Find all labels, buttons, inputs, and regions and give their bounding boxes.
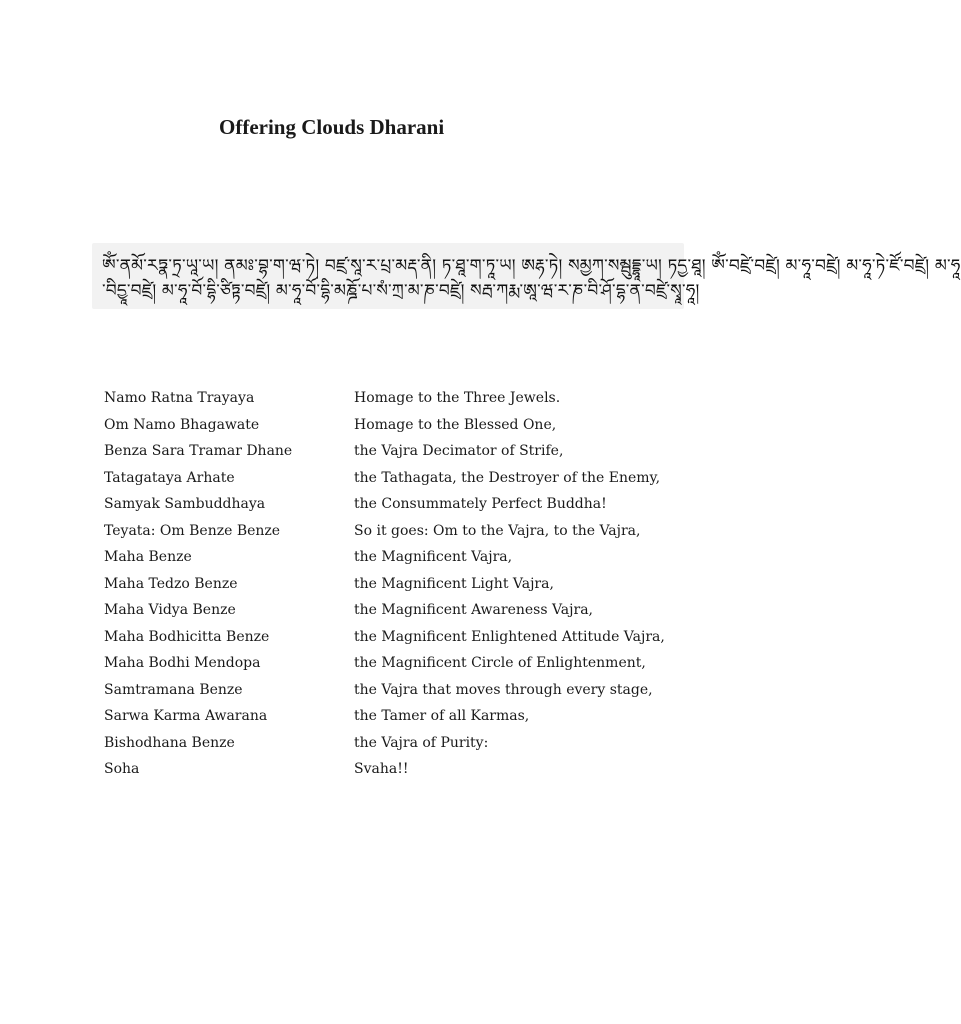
mantra-text: Om Namo Bhagawate <box>104 416 260 433</box>
mantra-text: Samyak Sambuddhaya <box>104 496 266 512</box>
mantra-text: Maha Vidya Benze <box>104 602 236 618</box>
verse-row <box>104 677 665 704</box>
mantra-text: Maha Bodhicitta Benze <box>104 628 270 645</box>
verse-list <box>104 385 665 783</box>
mantra-text: Namo Ratna Trayaya <box>104 390 255 406</box>
verse-row <box>104 544 665 571</box>
translation-text: the Magnificent Vajra, <box>354 549 513 565</box>
mantra-text: Bishodhana Benze <box>104 734 235 751</box>
mantra-text: Sarwa Karma Awarana <box>104 708 268 724</box>
tibetan-line-2: ་བིདྱཱ་བཛྲེ། མ་ཧཱ་བོ་དྷི་ཙིཏྟ་བཛྲེ། མ་ཧཱ་བོ་དྷི་མཎྜོ་པ་སཾ་ཀྲ་མ་ཎ་བཛྲེ། སརྦ་ཀརྨ་ཨཱ་ཝ་ར་ཎ་བི་ཤོ་དྷ་ན་བཛྲེ་སྭཱ་ཧཱ། <box>102 281 700 301</box>
translation-text: Svaha!! <box>354 761 409 777</box>
mantra-text: Maha Tedzo Benze <box>104 575 238 592</box>
verse-row <box>104 491 665 518</box>
verse-row <box>104 571 665 598</box>
verse-row <box>104 597 665 624</box>
translation-text: Homage to the Blessed One, <box>354 416 557 433</box>
tibetan-script-block <box>92 243 961 309</box>
translation-text: the Tamer of all Karmas, <box>354 708 530 724</box>
translation-text: So it goes: Om to the Vajra, to the Vajra, <box>354 522 641 539</box>
verse-row <box>104 650 665 677</box>
mantra-text: Maha Bodhi Mendopa <box>104 655 261 671</box>
translation-text: the Vajra of Purity: <box>354 734 489 751</box>
translation-text: the Vajra that moves through every stage, <box>354 681 653 698</box>
verse-row <box>104 518 665 545</box>
translation-text: Homage to the Three Jewels. <box>354 390 561 406</box>
translation-text: the Magnificent Circle of Enlightenment, <box>354 655 646 671</box>
verse-row <box>104 438 665 465</box>
mantra-text: Benza Sara Tramar Dhane <box>104 443 293 459</box>
translation-text: the Magnificent Awareness Vajra, <box>354 602 593 618</box>
verse-row <box>104 703 665 730</box>
translation-text: the Consummately Perfect Buddha! <box>354 496 607 512</box>
verse-row <box>104 412 665 439</box>
translation-text: the Tathagata, the Destroyer of the Enemy, <box>354 469 661 486</box>
verse-row <box>104 756 665 783</box>
translation-text: the Magnificent Light Vajra, <box>354 575 554 592</box>
verse-row <box>104 385 665 412</box>
verse-row <box>104 730 665 757</box>
verse-row <box>104 624 665 651</box>
page-title: Offering Clouds Dharani <box>219 115 445 139</box>
mantra-text: Teyata: Om Benze Benze <box>104 522 281 539</box>
mantra-text: Maha Benze <box>104 549 192 565</box>
mantra-text: Tatagataya Arhate <box>104 469 235 486</box>
mantra-text: Soha <box>104 761 140 777</box>
translation-text: the Vajra Decimator of Strife, <box>354 443 564 459</box>
tibetan-line-1: ༀ་ནམོ་རཏྣ་ཏྲ་ཡཱ་ཡ། ནམཿ་བྷ་ག་ཝ་ཏེ། བཛྲ་སཱ་ར་པྲ་མརྡ་ནི། ཏ་ཐཱ་ག་ཏཱ་ཡ། ཨརྷ་ཏེ། སམྱཀ་སམྦུདྡྷཱ་ཡ། ཏདྱ་ཐཱ། ༀ་བཛྲེ་བཛྲེ། མ་ཧཱ་བཛྲེ། མ་ཧཱ་ཏེ་ཛོ་བཛྲེ། མ་ཧཱ <box>102 256 961 276</box>
mantra-text: Samtramana Benze <box>104 681 243 698</box>
verse-row <box>104 465 665 492</box>
translation-text: the Magnificent Enlightened Attitude Vajra, <box>354 628 665 645</box>
